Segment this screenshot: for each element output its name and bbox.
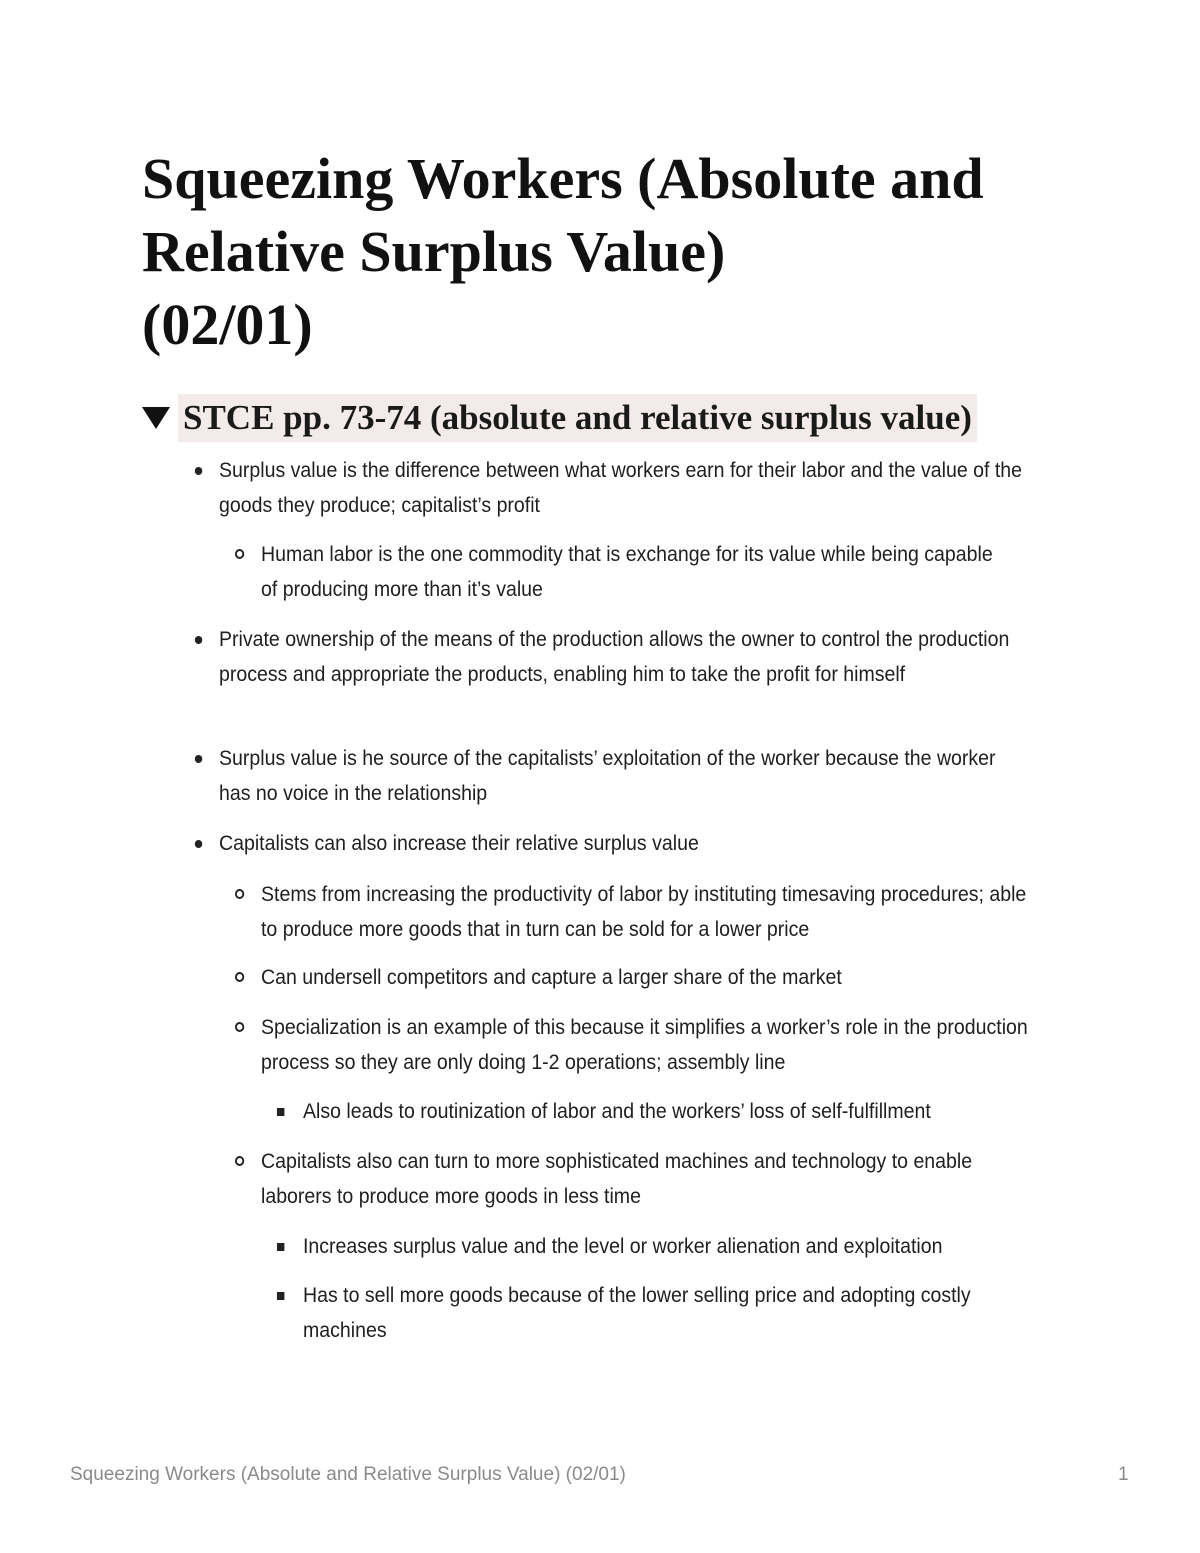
- bullet-circle-icon: [235, 549, 244, 559]
- list-item: [219, 622, 1019, 692]
- title-line: Squeezing Workers (Absolute and: [142, 146, 984, 211]
- list-item-text: Also leads to routinization of labor and the workers’ loss of self-fulfillment: [303, 1100, 931, 1123]
- bullet-circle-icon: [235, 1022, 244, 1032]
- list-item: [303, 1278, 1047, 1348]
- bullet-disc-icon: [195, 467, 202, 475]
- list-item-text: Capitalists also can turn to more sophisticated machines and technology to enable laborers to produce more goods in less time: [261, 1150, 973, 1208]
- list-item-text: Capitalists can also increase their relative surplus value: [219, 832, 699, 855]
- list-item-text: Surplus value is the difference between what workers earn for their labor and the value of the goods they produce; capitalist’s profit: [219, 459, 1023, 517]
- bullet-square-icon: [277, 1292, 284, 1300]
- list-item: [303, 1094, 1047, 1129]
- bullet-circle-icon: [235, 972, 244, 982]
- title-line: (02/01): [142, 292, 313, 357]
- list-item: [219, 453, 1037, 523]
- toggle-heading[interactable]: [142, 394, 977, 442]
- toggle-heading-label: STCE pp. 73-74 (absolute and relative surplus value): [178, 394, 977, 442]
- bullet-disc-icon: [195, 755, 202, 763]
- list-item: [261, 877, 1042, 947]
- list-item: [261, 1010, 1042, 1080]
- list-item-text: Specialization is an example of this because it simplifies a worker’s role in the production process so they are only doing 1-2 operations; assembly line: [261, 1016, 1028, 1074]
- list-item-text: Increases surplus value and the level or worker alienation and exploitation: [303, 1235, 943, 1258]
- toggle-triangle-icon[interactable]: [142, 407, 170, 429]
- title-line: Relative Surplus Value): [142, 219, 726, 284]
- list-item: [261, 1144, 1042, 1214]
- list-item-text: Human labor is the one commodity that is exchange for its value while being capable of producing more than it’s value: [261, 543, 993, 601]
- list-item: [219, 826, 1019, 861]
- bullet-circle-icon: [235, 889, 244, 899]
- list-item: [219, 741, 1019, 811]
- list-item: [261, 537, 1005, 607]
- bullet-square-icon: [277, 1243, 284, 1251]
- list-item-text: Surplus value is he source of the capitalists’ exploitation of the worker because the worker has no voice in the relationship: [219, 747, 996, 805]
- page-title: [142, 142, 984, 361]
- list-item-text: Has to sell more goods because of the lower selling price and adopting costly machines: [303, 1284, 971, 1342]
- list-item: [261, 960, 1042, 995]
- list-item: [303, 1229, 1047, 1264]
- bullet-disc-icon: [195, 636, 202, 644]
- list-item-text: Private ownership of the means of the production allows the owner to control the production process and appropriate the products, enabling him to take the profit for himself: [219, 628, 1010, 686]
- list-item-text: Stems from increasing the productivity of labor by instituting timesaving procedures; able to produce more goods that in turn can be sold for a lower price: [261, 883, 1027, 941]
- bullet-square-icon: [277, 1108, 284, 1116]
- list-item-text: Can undersell competitors and capture a larger share of the market: [261, 966, 842, 989]
- bullet-circle-icon: [235, 1156, 244, 1166]
- page-number: 1: [1118, 1464, 1129, 1485]
- footer-title: Squeezing Workers (Absolute and Relative Surplus Value) (02/01): [70, 1464, 626, 1485]
- bullet-disc-icon: [195, 840, 202, 848]
